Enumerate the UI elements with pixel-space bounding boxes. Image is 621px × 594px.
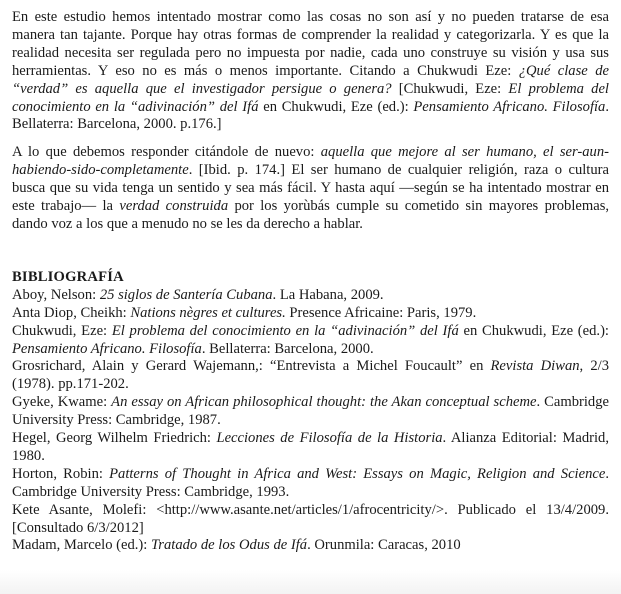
italic-run: Pensamiento Africano. Filosofía [12,340,202,357]
text-run: En este estudio hemos intentado mostrar como las cosas no son así y no pueden tratarse de esa manera tan tajante. Porque hay otras formas de comprender la realidad y categorizarla. Y es que la realidad necesita ser regulada pero no impuesta por nadie, cada uno construye su visión y usa sus herramientas. Y eso no es más o menos importante. Citando a Chukwudi Eze: [12,9,609,79]
italic-run: Nations nègres et cultures. [130,304,286,321]
text-run: Kete Asante, Molefi: <http://www.asante.net/articles/1/afrocentricity/>. Publicado el 13/4/2009. [Consultado 6/3/2012] [12,501,609,536]
italic-run: ¿Qué clase de “verdad” es aquella que el investigador persigue o genera? [12,62,609,97]
italic-run: Tratado de los Odus de Ifá [151,537,308,554]
italic-run: aquella que mejore al ser humano, el ser-aun-habiendo-sido-completamente [12,144,609,179]
italic-run: El problema del conocimiento en la “adivinación” del Ifá [12,80,609,115]
bibliography-entry [12,430,609,466]
text-run: en Chukwudi, Eze (ed.): [258,98,414,115]
text-run: . Orunmila: Caracas, 2010 [307,537,461,554]
italic-run: Revista Diwan [490,358,580,375]
text-run: . Cambridge University Press: Cambridge, 1987. [12,394,609,429]
text-run: . Bellaterra: Barcelona, 2000. p.176.] [12,98,610,133]
italic-run: El problema del conocimiento en la “adivinación” del Ifá [111,322,459,339]
page-bottom-shadow [0,570,621,594]
bibliography-entry [12,305,609,323]
text-run: . La Habana, 2009. [272,286,384,303]
text-run: . Bellaterra: Barcelona, 2000. [201,340,374,357]
italic-run: verdad construida [119,198,229,215]
body-text [12,9,609,234]
text-run: . Cambridge University Press: Cambridge, 1993. [12,465,609,500]
text-run: [Chukwudi, Eze: [391,80,509,97]
bibliography-entry [12,394,609,430]
bibliography-entry [12,323,609,359]
text-run: Horton, Robin: [12,465,110,482]
bibliography-entry [12,287,609,305]
text-run: por los yorùbás cumple su cometido sin mayores problemas, dando voz a los que a menudo no se les da derecho a hablar. [12,198,610,232]
italic-run: Pensamiento Africano. Filosofía [413,98,606,115]
text-run: Hegel, Georg Wilhelm Friedrich: [12,430,217,447]
bibliography-entry [12,466,609,502]
italic-run: An essay on African philosophical thought: the Akan conceptual scheme [111,394,537,411]
bibliography-heading: BIBLIOGRAFÍA [12,268,124,285]
bibliography-list [12,287,609,556]
italic-run: 25 siglos de Santería Cubana [99,286,273,303]
text-run: Grosrichard, Alain y Gerard Wajemann,: “Entrevista a Michel Foucault” en [12,358,491,375]
text-run: en Chukwudi, Eze (ed.): [458,322,609,339]
italic-run: Patterns of Thought in Africa and West: Essays on Magic, Religion and Science [109,465,606,482]
text-run: Aboy, Nelson: [12,286,100,303]
bibliography-entry [12,358,609,394]
text-run: Chukwudi, Eze: [12,322,112,339]
text-run: A lo que debemos responder citándole de nuevo: [12,144,321,161]
bibliography-entry [12,537,609,555]
paragraph [12,9,609,134]
text-run: Gyeke, Kwame: [12,394,112,411]
document-page [12,9,609,555]
text-run: , 2/3 (1978). pp.171-202. [12,358,609,393]
text-run: Anta Diop, Cheikh: [12,304,131,321]
text-run: . Alianza Editorial: Madrid, 1980. [12,430,609,464]
text-run: Madam, Marcelo (ed.): [12,537,151,554]
paragraph [12,144,609,234]
text-run: Presence Africaine: Paris, 1979. [285,304,477,321]
italic-run: Lecciones de Filosofía de la Historia [216,430,443,447]
text-run: . [Ibid. p. 174.] El ser humano de cualquier religión, raza o cultura busca que su vida tenga un sentido y sea más fácil. Y hasta aquí —según se ha intentado mostrar en este trabajo— la [12,162,609,215]
bibliography-entry [12,502,609,538]
